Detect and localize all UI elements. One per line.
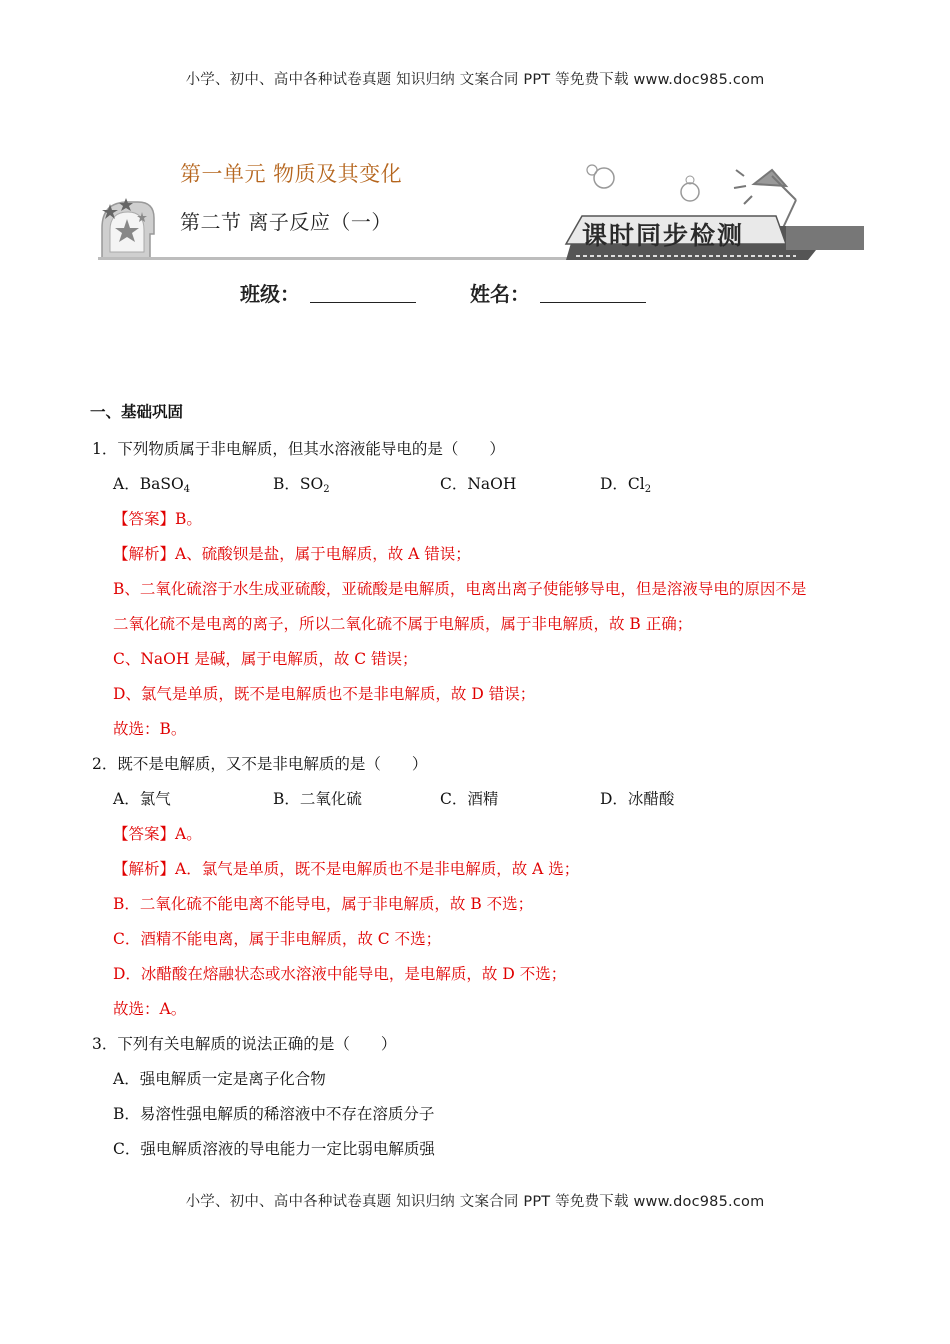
- q2-option-c: C．酒精: [440, 790, 499, 808]
- q2-analysis-line: 故选：A。: [113, 1000, 187, 1018]
- q2-option-a: A．氯气: [113, 790, 171, 808]
- q1-answer: 【答案】B。: [113, 510, 202, 528]
- q1-analysis-line: 二氧化硫不是电离的离子，所以二氧化硫不属于电解质，属于非电解质，故 B 正确；: [113, 615, 693, 633]
- question-1-options: [90, 467, 870, 502]
- question-2-options: [90, 782, 870, 817]
- question-1-stem: 1．下列物质属于非电解质，但其水溶液能导电的是（ ）: [92, 440, 505, 458]
- lesson-banner: [96, 140, 864, 270]
- q1-option-a: A．BaSO$_4$: [113, 475, 191, 495]
- q2-answer: 【答案】A。: [113, 825, 202, 843]
- q1-analysis-line: D、氯气是单质，既不是电解质也不是非电解质，故 D 错误；: [113, 685, 536, 703]
- question-2-stem: 2．既不是电解质，又不是非电解质的是（ ）: [92, 755, 428, 773]
- class-label: 班级：: [240, 282, 300, 306]
- header-site-line: 小学、初中、高中各种试卷真题 知识归纳 文案合同 PPT 等免费下载 www.doc985.com: [185, 72, 765, 88]
- q2-analysis-line: 【解析】A．氯气是单质，既不是电解质也不是非电解质，故 A 选；: [113, 860, 580, 878]
- q1-analysis-line: C、NaOH 是碱，属于电解质，故 C 错误；: [113, 650, 418, 668]
- q2-option-d: D．冰醋酸: [600, 790, 675, 808]
- q2-analysis-line: C．酒精不能电离，属于非电解质，故 C 不选；: [113, 930, 442, 948]
- q2-analysis-line: D．冰醋酸在熔融状态或水溶液中能导电，是电解质，故 D 不选；: [113, 965, 567, 983]
- q2-option-b: B．二氧化硫: [273, 790, 362, 808]
- q1-option-c: C．NaOH: [440, 475, 517, 493]
- q2-analysis-line: B．二氧化硫不能电离不能导电，属于非电解质，故 B 不选；: [113, 895, 534, 913]
- section-heading: 一、基础巩固: [90, 403, 184, 421]
- q1-option-b: B．$SO_2$: [273, 475, 330, 495]
- star-house-icon: [102, 198, 154, 258]
- question-3-stem: 3．下列有关电解质的说法正确的是（ ）: [92, 1035, 397, 1053]
- q1-analysis-line: 【解析】A、硫酸钡是盐，属于电解质，故 A 错误；: [113, 545, 471, 563]
- class-field: [240, 278, 416, 307]
- name-label: 姓名：: [470, 282, 530, 306]
- q1-analysis-line: 故选：B。: [113, 720, 187, 738]
- q3-option-a: A．强电解质一定是离子化合物: [113, 1070, 326, 1088]
- q3-option-b: B．易溶性强电解质的稀溶液中不存在溶质分子: [113, 1105, 435, 1123]
- q1-option-d: D．$Cl_2$: [600, 475, 652, 495]
- worksheet-content: [90, 400, 870, 1167]
- q1-analysis-line: B、二氧化硫溶于水生成亚硫酸，亚硫酸是电解质，电离出离子使能够导电，但是溶液导电的原因不是: [113, 580, 807, 598]
- class-blank[interactable]: [310, 282, 416, 303]
- section-title: 第二节 离子反应（一）: [180, 210, 392, 234]
- name-field: [470, 278, 646, 307]
- footer-site-line: 小学、初中、高中各种试卷真题 知识归纳 文案合同 PPT 等免费下载 www.doc985.com: [185, 1194, 765, 1210]
- name-blank[interactable]: [540, 282, 646, 303]
- sync-test-badge: 课时同步检测: [582, 221, 745, 250]
- unit-title: 第一单元 物质及其变化: [180, 162, 403, 186]
- q3-option-c: C．强电解质溶液的导电能力一定比弱电解质强: [113, 1140, 435, 1158]
